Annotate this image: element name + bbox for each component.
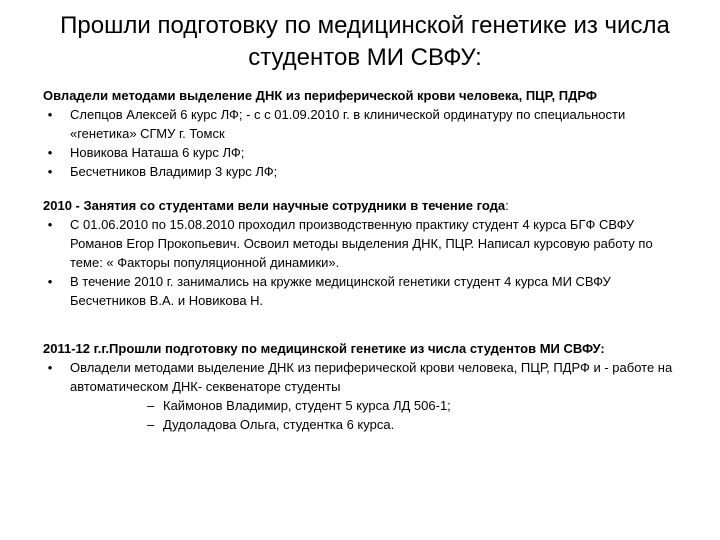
sub-list-item-text: Каймонов Владимир, студент 5 курса ЛД 506-1; [163,398,451,413]
slide-content [43,86,683,434]
bullet-icon: • [47,217,53,232]
section-2-heading-colon: : [505,198,509,213]
bullet-icon: • [47,145,53,160]
sub-list-item [43,415,683,434]
list-item [43,143,683,162]
list-item-text: Слепцов Алексей 6 курс ЛФ; - с с 01.09.2010 г. в клинической ординатуру по специальности «генетика» СГМУ г. Томск [70,107,626,141]
bullet-icon: • [47,360,53,375]
list-item [43,162,683,181]
list-item-text: Овладели методами выделение ДНК из периферической крови человека, ПЦР, ПДРФ и - работе на автоматическом ДНК- секвенаторе студенты [70,360,673,394]
section-3-list [43,358,683,396]
list-item-text: Новикова Наташа 6 курс ЛФ; [70,145,245,160]
sub-list-item [43,396,683,415]
list-item [43,358,683,396]
section-1-heading: Овладели методами выделение ДНК из периферической крови человека, ПЦР, ПДРФ [43,88,597,103]
section-1-list [43,105,683,181]
section-3-sublist [43,396,683,434]
list-item [43,215,683,272]
list-item [43,272,683,310]
section-3-heading: 2011-12 г.г.Прошли подготовку по медицинской генетике из числа студентов МИ СВФУ: [43,341,605,356]
list-item-text: В течение 2010 г. занимались на кружке медицинской генетики студент 4 курса МИ СВФУ Бесчетников В.А. и Новикова Н. [70,274,611,308]
list-item [43,105,683,143]
section-2-list [43,215,683,310]
dash-icon: – [147,398,155,413]
sub-list-item-text: Дудоладова Ольга, студентка 6 курса. [163,417,395,432]
section-2-heading [43,196,683,215]
bullet-icon: • [47,107,53,122]
dash-icon: – [147,417,155,432]
section-2-heading-text: 2010 - Занятия со студентами вели научные сотрудники в течение года [43,198,506,213]
slide-title: Прошли подготовку по медицинской генетике из числа студентов МИ СВФУ: [60,12,670,71]
list-item-text: Бесчетников Владимир 3 курс ЛФ; [70,164,278,179]
bullet-icon: • [47,274,53,289]
bullet-icon: • [47,164,53,179]
list-item-text: С 01.06.2010 по 15.08.2010 проходил производственную практику студент 4 курса БГФ СВФУ Романов Егор Прокопьевич. Освоил методы выделения ДНК, ПЦР. Написал курсовую работу по теме: « Факторы популяционной динамики». [70,217,653,270]
